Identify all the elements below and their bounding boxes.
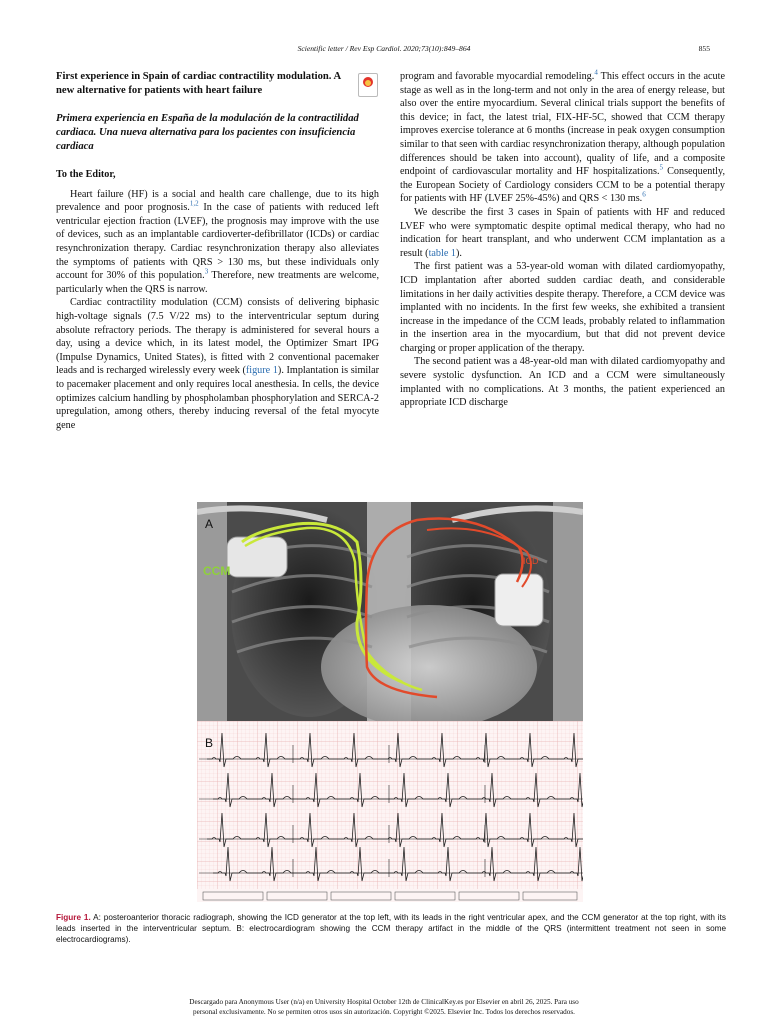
salutation: To the Editor, — [56, 169, 116, 180]
cross-reference-link[interactable]: figure 1 — [245, 365, 278, 377]
electrocardiogram — [197, 721, 583, 902]
reference-citation[interactable]: 6 — [642, 190, 646, 199]
paragraph — [400, 260, 725, 355]
paragraph — [56, 296, 379, 432]
article-title-spanish: Primera experiencia en España de la modulación de la contractilidad cardiaca. Una nueva alternativa para los pacientes con insuficiencia cardiaca — [56, 113, 359, 152]
chest-radiograph — [197, 502, 583, 721]
paragraph — [400, 355, 725, 409]
paragraph-text: Therefore, new treatments are welcome, particularly when the QRS is narrow. — [56, 270, 379, 295]
article-title-english: First experience in Spain of cardiac contractility modulation. A new alternative for patients with heart failure — [56, 71, 341, 96]
paragraph-text: ). — [456, 247, 462, 259]
ccm-label: CCM — [203, 564, 231, 578]
paragraph-text: ). Implantation is similar to pacemaker placement and only requires local anesthesia. In cells, the device optimizes calcium handling by phospholamban phosphorylation and SERCA-2 upregulation, among others, thereby inducing reversal of the fetal myocyte gene — [56, 365, 379, 431]
right-column — [400, 70, 725, 410]
figure-caption — [56, 912, 726, 945]
paragraph — [400, 206, 725, 260]
figure-caption-label: Figure 1. — [56, 913, 91, 922]
page-number: 855 — [698, 44, 710, 53]
paragraph-text: program and favorable myocardial remodeling. — [400, 71, 595, 82]
journal-citation: Scientific letter / Rev Esp Cardiol. 2020;73(10):849–864 — [297, 44, 471, 53]
paragraph-text: The first patient was a 53-year-old woman with dilated cardiomyopathy, ICD implantation after aborted sudden cardiac death, and considerable limitations in her daily activities despite therapy. Therefore, a CCM device was implanted with no incidents. In the first few weeks, she exhibited a transient increase in the impedance of the CCM leads, probably related to inflammation in the insertion area in the myocardium, but that did not prevent device charging or proper application of the therapy. — [400, 261, 725, 354]
footer-line-2: personal exclusivamente. No se permiten otros usos sin autorización. Copyright ©2025. Elsevier Inc. Todos los derechos reservados. — [193, 1007, 575, 1016]
reference-citation[interactable]: 5 — [659, 163, 664, 172]
running-head — [0, 44, 768, 58]
paragraph-text: We describe the first 3 cases in Spain of patients with HF and reduced LVEF who were symptomatic despite optimal medical therapy, who had no indication for heart transplant, and who underwent CCM implantation as a result ( — [400, 206, 725, 259]
paragraph — [56, 188, 379, 297]
paragraph-text: In the case of patients with reduced left ventricular ejection fraction (LVEF), the prognosis may improve with the use of devices, such as an implantable cardioverter-defibrillator (ICDs) or cardiac resynchronization therapy. Cardiac resynchronization therapy also alleviates the symptoms of patients with QRS > 130 ms, but these individuals only account for 30% of this population. — [56, 202, 379, 282]
paragraph-text: The second patient was a 48-year-old man with dilated cardiomyopathy and severe systolic dysfunction. An ICD and a CCM were simultaneously implanted with no complications. At 3 months, the patient experienced an appropriate ICD discharge — [400, 356, 725, 409]
reference-citation[interactable]: 4 — [594, 68, 598, 77]
panel-a-label: A — [205, 517, 214, 531]
paragraph — [400, 70, 725, 206]
paragraph-text: Consequently, the European Society of Cardiology considers CCM to be a potential therapy for patients with HF (LVEF 25%-45%) and QRS < 130 ms. — [400, 166, 725, 205]
reference-citation[interactable]: 3 — [204, 267, 209, 276]
icd-label: ICD — [523, 556, 539, 566]
paragraph-text: Cardiac contractility modulation (CCM) consists of delivering biphasic high-voltage signals (7.5 V/22 ms) to the interventricular septum during absolute refractory periods. The therapy is administered for several hours a day, using a device which, in its latest model, the Optimizer Smart IPG (Impulse Dynamics, United States), is fitted with 2 conventional pacemaker leads and is recharged wirelessly every week ( — [56, 297, 379, 377]
cross-reference-link[interactable]: table 1 — [428, 247, 457, 259]
figure-caption-text: A: posteroanterior thoracic radiograph, showing the ICD generator at the top left, with its leads in the right ventricular apex, and the CCM generator at the top right, with its leads inserted in the interventricular septum. B: electrocardiogram showing the CCM therapy artifact in the middle of the QRS (intermittent treatment not seen in some electrocardiograms). — [56, 913, 726, 944]
right-body-text — [400, 70, 725, 410]
paragraph-text: Heart failure (HF) is a social and health care challenge, due to its high prevalence and poor prognosis. — [56, 188, 379, 214]
left-column — [56, 70, 379, 432]
download-footer — [0, 998, 768, 1017]
left-body-text — [56, 188, 379, 433]
paragraph-text: This effect occurs in the acute stage as well as in the long-term and not only in the area of energy release, but also over the entire myocardium. Several clinical trials support the benefits of this device; in fact, the latest trial, FIX-HF-5C, showed that CCM therapy improves exercise tolerance at 6 months (increase in peak oxygen consumption similar to that seen with cardiac resynchronization therapy, although population differences should be taken into account), quality of life, and a composite endpoint of cardiovascular mortality and HF hospitalizations. — [400, 71, 726, 178]
panel-b-label: B — [205, 736, 214, 750]
figure-1 — [197, 502, 583, 902]
footer-line-1: Descargado para Anonymous User (n/a) en University Hospital October 12th de ClinicalKey.es por Elsevier en abril 26, 2025. Para uso — [189, 998, 579, 1006]
reference-citation[interactable]: 1,2 — [189, 199, 199, 208]
